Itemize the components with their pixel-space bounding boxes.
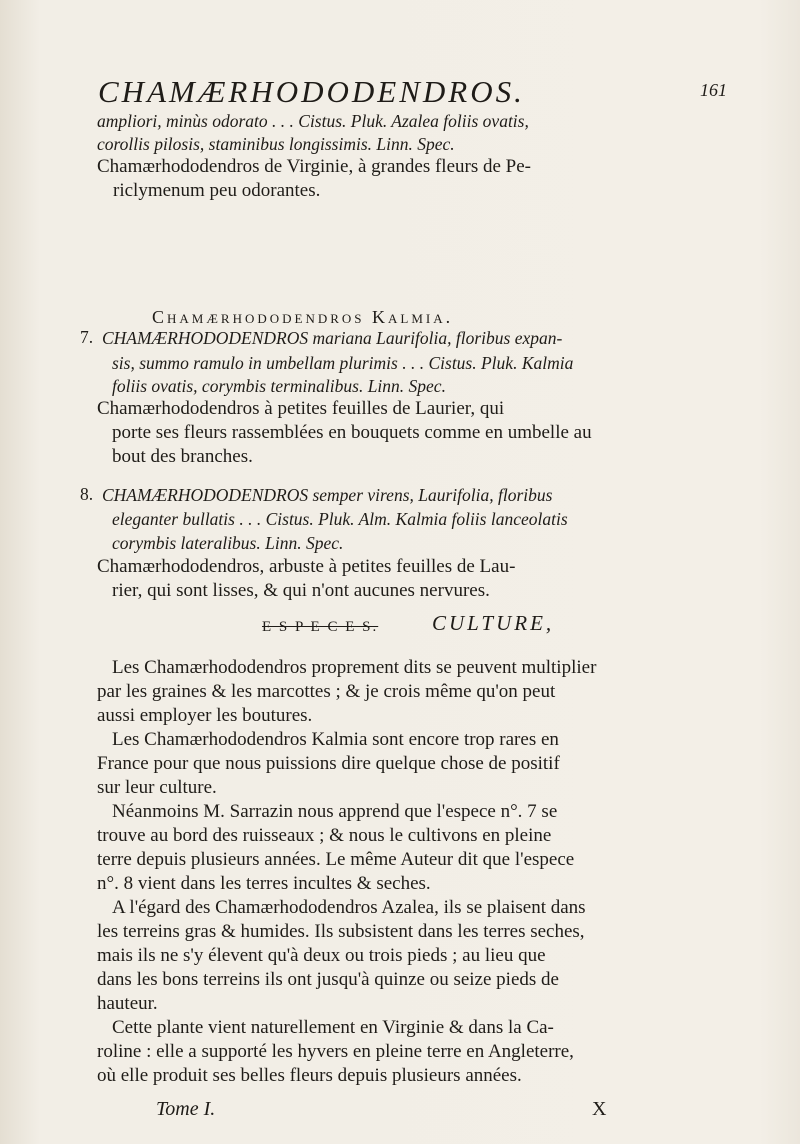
struck-heading: E S P E C E S.: [262, 619, 379, 635]
text-line: Les Chamærhododendros proprement dits se peuvent multiplier: [112, 657, 597, 678]
text-line: Néanmoins M. Sarrazin nous apprend que l'espece n°. 7 se: [112, 801, 558, 822]
text-line: Cette plante vient naturellement en Virginie & dans la Ca-: [112, 1017, 554, 1038]
text-line: corollis pilosis, staminibus longissimis. Linn. Spec.: [97, 134, 455, 154]
text-line: sis, summo ramulo in umbellam plurimis . . . Cistus. Pluk. Kalmia: [112, 353, 574, 373]
text-line: bout des branches.: [112, 446, 253, 467]
text-line: riclymenum peu odorantes.: [113, 180, 321, 201]
text-line: aussi employer les boutures.: [97, 705, 313, 726]
text-line: mais ils ne s'y élevent qu'à deux ou trois pieds ; au lieu que: [97, 945, 546, 966]
text-line: roline : elle a supporté les hyvers en pleine terre en Angleterre,: [97, 1041, 574, 1062]
footer-tome: Tome I.: [156, 1098, 216, 1120]
text-line: corymbis lateralibus. Linn. Spec.: [112, 533, 344, 553]
text-line: CHAMÆRHODODENDROS semper virens, Laurifolia, floribus: [102, 485, 553, 505]
text-line: Chamærhododendros de Virginie, à grandes fleurs de Pe-: [97, 156, 532, 177]
text-line: les terreins gras & humides. Ils subsistent dans les terres seches,: [97, 921, 585, 942]
text-line: Chamærhododendros, arbuste à petites feuilles de Lau-: [97, 556, 516, 577]
text-line: où elle produit ses belles fleurs depuis plusieurs années.: [97, 1065, 522, 1086]
text-line: A l'égard des Chamærhododendros Azalea, ils se plaisent dans: [112, 897, 586, 918]
text-line: n°. 8 vient dans les terres incultes & seches.: [97, 873, 431, 894]
page-number: 161: [700, 80, 727, 100]
entry-number: 7.: [80, 327, 94, 347]
text-line: Les Chamærhododendros Kalmia sont encore trop rares en: [112, 729, 559, 750]
running-title: CHAMÆRHODODENDROS.: [98, 74, 525, 109]
footer-signature: X: [592, 1098, 607, 1120]
text-line: France pour que nous puissions dire quelque chose de positif: [97, 753, 560, 774]
text-line: hauteur.: [97, 993, 158, 1014]
text-line: sur leur culture.: [97, 777, 217, 798]
text-line: porte ses fleurs rassemblées en bouquets comme en umbelle au: [112, 422, 592, 443]
entry-number: 8.: [80, 484, 94, 504]
text-line: par les graines & les marcottes ; & je crois même qu'on peut: [97, 681, 556, 702]
text-line: dans les bons terreins ils ont jusqu'à quinze ou seize pieds de: [97, 969, 559, 990]
text-line: Chamærhododendros à petites feuilles de Laurier, qui: [97, 398, 505, 419]
text-line: trouve au bord des ruisseaux ; & nous le cultivons en pleine: [97, 825, 552, 846]
text-line: eleganter bullatis . . . Cistus. Pluk. Alm. Kalmia foliis lanceolatis: [112, 509, 568, 529]
text-line: CHAMÆRHODODENDROS mariana Laurifolia, floribus expan-: [102, 328, 563, 348]
text-line: foliis ovatis, corymbis terminalibus. Linn. Spec.: [112, 376, 446, 396]
text-line: ampliori, minùs odorato . . . Cistus. Pluk. Azalea foliis ovatis,: [97, 111, 529, 131]
handwritten-heading: CULTURE,: [432, 611, 555, 635]
section-heading: Chamærhododendros Kalmia.: [152, 307, 454, 327]
text-line: rier, qui sont lisses, & qui n'ont aucunes nervures.: [112, 580, 490, 601]
text-line: terre depuis plusieurs années. Le même Auteur dit que l'espece: [97, 849, 575, 870]
